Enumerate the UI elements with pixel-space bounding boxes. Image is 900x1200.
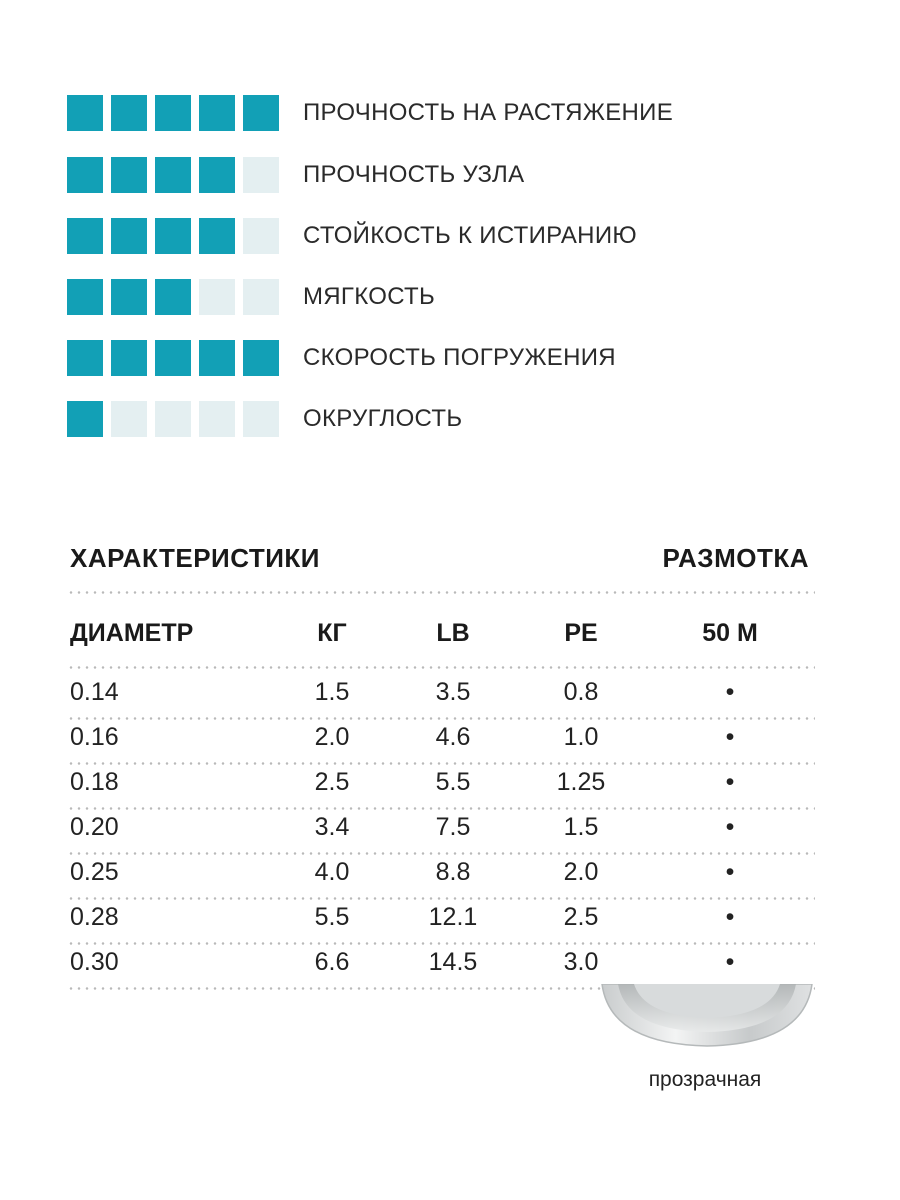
rating-box-filled <box>111 279 147 315</box>
cell-winding: • <box>725 858 735 886</box>
rating-label: МЯГКОСТЬ <box>303 283 436 310</box>
cell-lb: 7.5 <box>435 813 471 841</box>
cell-diameter: 0.18 <box>70 768 119 796</box>
rating-box-filled <box>67 95 103 131</box>
cell-winding: • <box>725 768 735 796</box>
rating-row-knot-strength <box>67 157 524 193</box>
cell-winding: • <box>725 903 735 931</box>
rating-row-softness <box>67 279 435 315</box>
rating-box-empty <box>199 279 235 315</box>
rating-box-filled <box>155 157 191 193</box>
cell-kg: 3.4 <box>314 813 350 841</box>
rating-box-filled <box>155 340 191 376</box>
rating-box-filled <box>243 340 279 376</box>
cell-winding: • <box>725 678 735 706</box>
specs-table <box>67 535 815 976</box>
rating-row-sink-rate <box>67 340 616 376</box>
rating-box-empty <box>243 401 279 437</box>
col-header-pe: PE <box>564 619 598 647</box>
rating-box-filled <box>155 95 191 131</box>
cell-pe: 2.5 <box>563 903 599 931</box>
rating-box-filled <box>111 95 147 131</box>
dotted-divider <box>67 666 815 669</box>
rating-box-empty <box>243 279 279 315</box>
rating-boxes <box>67 95 303 131</box>
rating-boxes <box>67 340 303 376</box>
rating-box-filled <box>199 218 235 254</box>
rating-boxes <box>67 279 303 315</box>
rating-row-roundness <box>67 401 462 437</box>
rating-box-filled <box>67 401 103 437</box>
cell-pe: 1.0 <box>563 723 599 751</box>
table-row <box>67 897 815 942</box>
rating-row-tensile-strength <box>67 95 673 131</box>
cell-diameter: 0.28 <box>70 903 119 931</box>
rating-boxes <box>67 218 303 254</box>
specs-header <box>67 535 815 583</box>
table-row <box>67 852 815 897</box>
cell-pe: 1.5 <box>563 813 599 841</box>
column-headers <box>67 613 815 658</box>
cell-lb: 3.5 <box>435 678 471 706</box>
color-caption: прозрачная <box>648 1068 762 1091</box>
rating-box-filled <box>111 340 147 376</box>
cell-diameter: 0.16 <box>70 723 119 751</box>
rating-label: СКОРОСТЬ ПОГРУЖЕНИЯ <box>303 344 616 371</box>
cell-lb: 4.6 <box>435 723 471 751</box>
rating-label: ПРОЧНОСТЬ УЗЛА <box>303 161 525 188</box>
dotted-divider <box>67 591 815 594</box>
rating-box-empty <box>199 401 235 437</box>
cell-lb: 14.5 <box>428 948 478 976</box>
cell-diameter: 0.20 <box>70 813 119 841</box>
rating-box-filled <box>111 157 147 193</box>
rating-box-empty <box>243 218 279 254</box>
cell-pe: 0.8 <box>563 678 599 706</box>
rating-row-abrasion-resistance <box>67 218 637 254</box>
rating-boxes <box>67 401 303 437</box>
col-header-winding: 50 М <box>702 619 758 647</box>
table-row <box>67 762 815 807</box>
rating-box-filled <box>199 95 235 131</box>
specs-title: ХАРАКТЕРИСТИКИ <box>70 543 320 573</box>
table-row <box>67 942 815 987</box>
rating-boxes <box>67 157 303 193</box>
table-row <box>67 672 815 717</box>
rating-box-filled <box>199 157 235 193</box>
cell-pe: 1.25 <box>556 768 606 796</box>
rating-box-empty <box>111 401 147 437</box>
cell-pe: 3.0 <box>563 948 599 976</box>
rating-box-filled <box>243 95 279 131</box>
cell-winding: • <box>725 813 735 841</box>
rating-box-filled <box>67 218 103 254</box>
cell-winding: • <box>725 948 735 976</box>
cell-lb: 8.8 <box>435 858 471 886</box>
rating-box-filled <box>199 340 235 376</box>
cell-lb: 12.1 <box>428 903 478 931</box>
rating-label: СТОЙКОСТЬ К ИСТИРАНИЮ <box>303 222 637 249</box>
cell-kg: 6.6 <box>314 948 350 976</box>
rating-box-empty <box>243 157 279 193</box>
cell-diameter: 0.25 <box>70 858 119 886</box>
rating-box-filled <box>111 218 147 254</box>
winding-title: РАЗМОТКА <box>662 543 809 573</box>
cell-diameter: 0.30 <box>70 948 119 976</box>
cell-lb: 5.5 <box>435 768 471 796</box>
cell-winding: • <box>725 723 735 751</box>
rating-box-filled <box>67 340 103 376</box>
table-row <box>67 807 815 852</box>
cell-kg: 1.5 <box>314 678 350 706</box>
cell-kg: 2.5 <box>314 768 350 796</box>
col-header-lb: LB <box>436 619 470 647</box>
cell-kg: 4.0 <box>314 858 350 886</box>
col-header-diameter: ДИАМЕТР <box>70 619 194 647</box>
rating-label: ОКРУГЛОСТЬ <box>303 405 463 432</box>
spool-image <box>600 984 814 1050</box>
cell-kg: 5.5 <box>314 903 350 931</box>
cell-kg: 2.0 <box>314 723 350 751</box>
cell-pe: 2.0 <box>563 858 599 886</box>
rating-box-filled <box>155 279 191 315</box>
table-row <box>67 717 815 762</box>
rating-box-filled <box>155 218 191 254</box>
rating-box-empty <box>155 401 191 437</box>
col-header-kg: КГ <box>317 619 347 647</box>
cell-diameter: 0.14 <box>70 678 119 706</box>
rating-label: ПРОЧНОСТЬ НА РАСТЯЖЕНИЕ <box>303 99 674 126</box>
rating-box-filled <box>67 157 103 193</box>
rating-box-filled <box>67 279 103 315</box>
